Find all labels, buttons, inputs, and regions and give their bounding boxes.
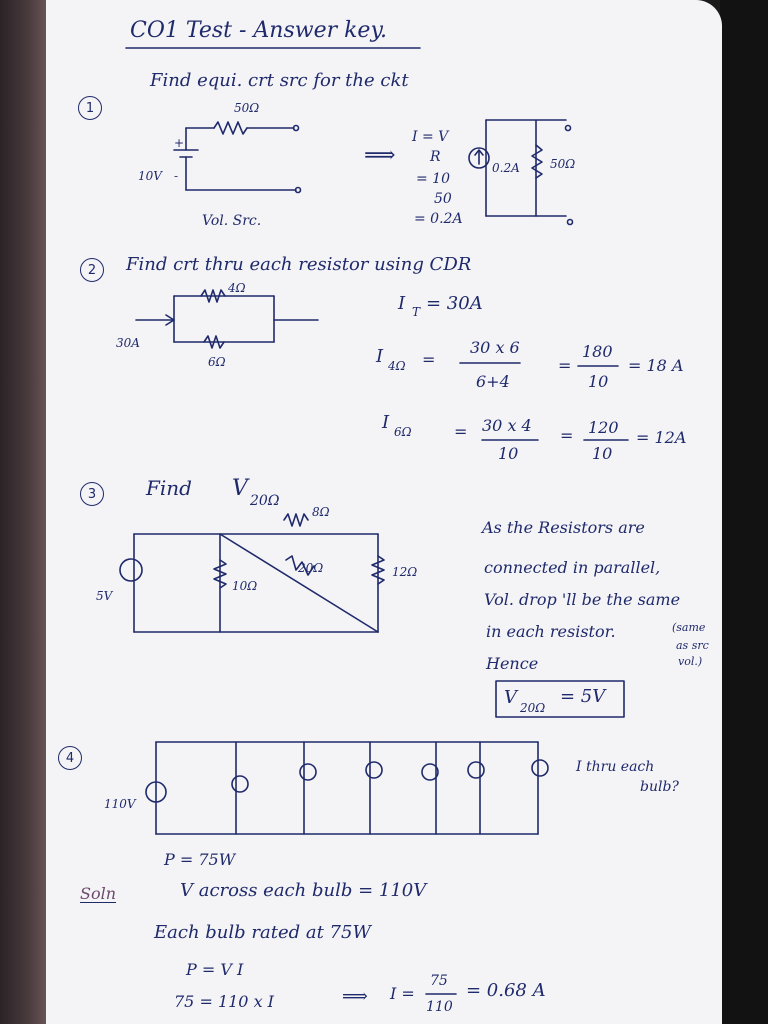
q2-i4-subscript: 4Ω [388, 359, 406, 373]
q1-calc-result: = 0.2A [414, 211, 463, 227]
q3-answer-v: V [504, 687, 517, 708]
q3-prompt-subscript: 20Ω [250, 493, 280, 509]
q2-i6-numerator: 30 x 4 [482, 416, 532, 435]
q1-calc-r: R [430, 149, 441, 165]
q1-minus-sign: - [174, 169, 179, 183]
q1-calc-i-equals-v: I = V [412, 129, 449, 145]
q3-8ohm-label: 8Ω [312, 505, 330, 519]
q4-result: = 0.68 A [466, 980, 546, 1001]
q3-answer-value: = 5V [560, 686, 606, 707]
q2-i4-numerator-2: 180 [582, 342, 613, 361]
q2-i6-equals-2: = [560, 426, 574, 445]
q2-i4-equals-2: = [558, 356, 572, 375]
q3-side-note-3: vol.) [678, 655, 703, 668]
question-3-number: 3 [80, 482, 104, 506]
q3-hence: Hence [486, 654, 539, 673]
q2-i6-equals: = [454, 422, 468, 441]
q1-plus-sign: + [174, 136, 185, 150]
q2-top-resistor-label: 4Ω [228, 281, 246, 295]
q2-it-subscript: T [412, 305, 421, 319]
q3-note-line-4: in each resistor. [486, 622, 616, 641]
answer-sheet [46, 0, 722, 1024]
q3-10ohm-label: 10Ω [232, 579, 258, 593]
question-1-number: 1 [78, 96, 102, 120]
q3-note-line-1: As the Resistors are [482, 518, 645, 537]
q4-line-1: V across each bulb = 110V [180, 880, 427, 901]
q1-resistor-label: 50Ω [234, 101, 260, 115]
q2-i4-denominator: 6+4 [476, 372, 510, 391]
q1-current-source-label: 0.2A [492, 161, 520, 175]
q2-i6-denominator: 10 [498, 444, 519, 463]
q2-i6-result: = 12A [636, 428, 687, 447]
q2-i4-numerator: 30 x 6 [470, 338, 520, 357]
question-4-number: 4 [58, 746, 82, 770]
q4-note-1: I thru each [576, 759, 655, 775]
q4-line-5: I = [390, 984, 415, 1003]
q2-prompt: Find crt thru each resistor using CDR [126, 254, 472, 275]
q4-fraction-numerator: 75 [430, 973, 448, 989]
q1-source-voltage: 10V [138, 169, 162, 183]
q1-calc-10: = 10 [416, 171, 450, 187]
q2-i4-denominator-2: 10 [588, 372, 609, 391]
q1-shunt-resistor-label: 50Ω [550, 157, 576, 171]
q1-current-source-circuit [469, 120, 576, 225]
q4-line-4: 75 = 110 x I [174, 992, 274, 1011]
q3-20ohm-label: 20Ω [298, 561, 324, 575]
q1-arrow: ⟹ [364, 143, 396, 168]
q3-parallel-circuit [120, 514, 384, 632]
q4-fraction-denominator: 110 [426, 999, 453, 1015]
background-right-edge [720, 0, 768, 1024]
q3-note-line-2: connected in parallel, [484, 558, 661, 577]
question-2-number: 2 [80, 258, 104, 282]
q2-bottom-resistor-label: 6Ω [208, 355, 226, 369]
q2-i4-result: = 18 A [628, 356, 684, 375]
background-left-edge [0, 0, 48, 1024]
q2-i6-symbol: I [382, 412, 390, 433]
q4-source-voltage: 110V [104, 797, 136, 811]
q4-solution-label: Soln [80, 884, 117, 903]
q4-line-2: Each bulb rated at 75W [154, 922, 371, 943]
q2-i6-numerator-2: 120 [588, 418, 619, 437]
q2-i4-symbol: I [376, 346, 384, 367]
q4-note-2: bulb? [640, 779, 679, 795]
q4-arrow: ⟹ [342, 986, 368, 1007]
q2-it-symbol: I [398, 293, 406, 314]
q1-caption: Vol. Src. [202, 213, 262, 229]
q1-voltage-source-circuit [174, 122, 301, 193]
q3-side-note-2: as src [676, 639, 709, 652]
q4-power-rating: P = 75W [164, 850, 236, 869]
q3-source-voltage: 5V [96, 589, 113, 603]
q3-note-line-3: Vol. drop 'll be the same [484, 590, 681, 609]
q4-bulbs-circuit [146, 742, 548, 834]
q2-it-value: = 30A [426, 293, 483, 314]
q3-side-note-1: (same [672, 621, 706, 634]
q3-answer-subscript: 20Ω [520, 701, 546, 715]
q2-input-current-label: 30A [116, 336, 140, 350]
q2-parallel-resistors-circuit [136, 290, 318, 348]
q2-i6-subscript: 6Ω [394, 425, 412, 439]
q4-line-3: P = V I [186, 960, 244, 979]
page-title: CO1 Test - Answer key. [130, 18, 387, 43]
q3-prompt-v: V [232, 476, 248, 501]
q2-i4-equals: = [422, 350, 436, 369]
q3-prompt: Find [146, 476, 192, 500]
q1-calc-50: 50 [434, 191, 452, 207]
q3-12ohm-label: 12Ω [392, 565, 418, 579]
q1-prompt: Find equi. crt src for the ckt [150, 70, 409, 91]
q2-i6-denominator-2: 10 [592, 444, 613, 463]
